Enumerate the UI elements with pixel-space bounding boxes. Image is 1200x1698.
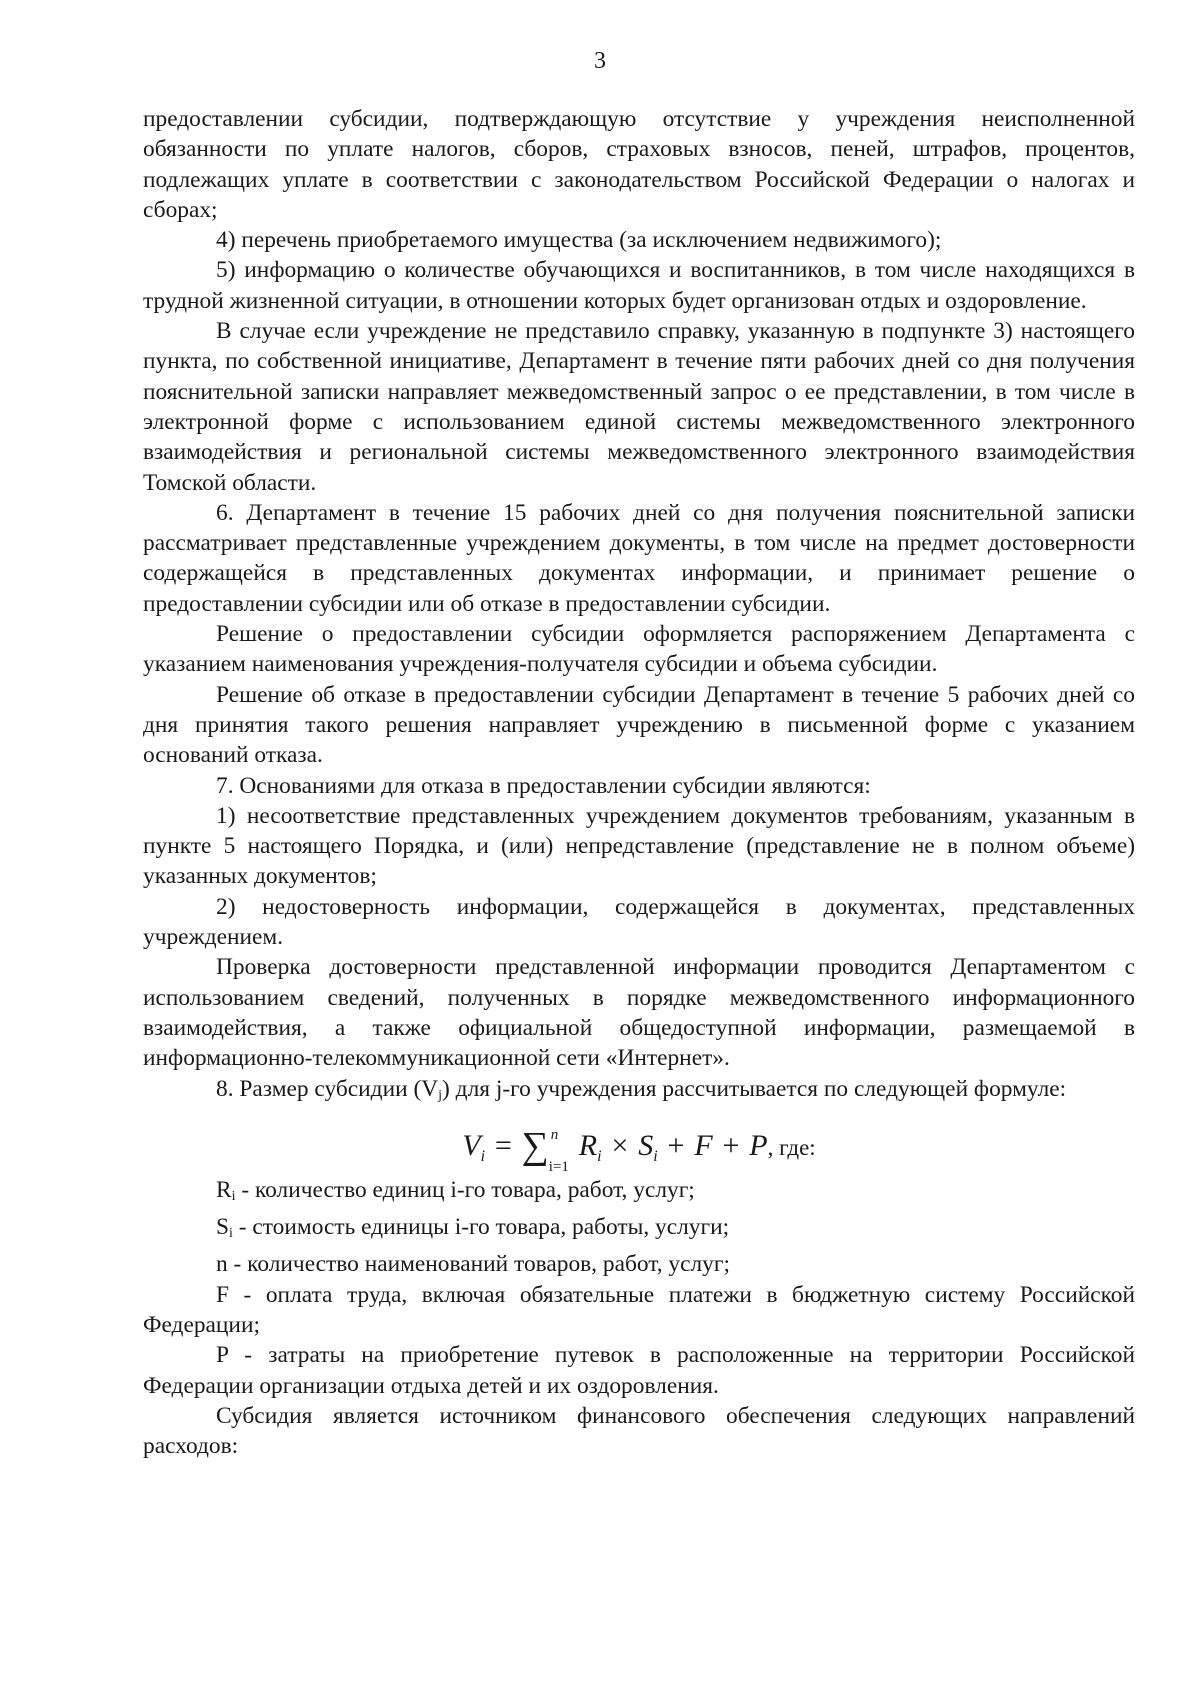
formula-times: × [611,1128,629,1162]
formula-sum-upper: n [550,1127,559,1144]
formula-s: S [638,1128,654,1162]
definition-s-text: - стоимость единицы i-го товара, работы, услуги; [232,1214,730,1241]
clause-8-suffix: ) для j-го учреждения рассчитывается по следующей формуле: [442,1075,1067,1102]
paragraph-interagency-request: В случае если учреждение не представило справку, указанную в подпункте 3) настоящего пункта, по собственной инициативе, Департамент в течение пяти рабочих дней со дня получения пояснительной записки направляет межведомственный запрос о ее представлении, в том числе в электронной форме с использованием единой системы межведомственного электронного взаимодействия и региональной системы межведомственного электронного взаимодействия Томской области. [143,318,1135,496]
paragraph-continuation: предоставлении субсидии, подтверждающую отсутствие у учреждения неисполненной обязанности по уплате налогов, сборов, страховых взносов, пеней, штрафов, процентов, подлежащих уплате в соответствии с законодательством Российской Федерации о налогах и сборах; [143,106,1135,223]
paragraph-expense-directions: Субсидия является источником финансового обеспечения следующих направлений расходов: [143,1402,1135,1460]
clause-8-prefix: 8. Размер субсидии (V [216,1075,439,1102]
formula-plus-2: + [722,1128,740,1162]
definition-f: F - оплата труда, включая обязательные платежи в бюджетную систему Российской Федерации; [143,1281,1135,1338]
formula-lhs-sub: i [480,1147,486,1165]
paragraph-decision-grant: Решение о предоставлении субсидии оформляется распоряжением Департамента с указанием наименования учреждения-получателя субсидии и объема субсидии. [143,621,1135,678]
formula-f: F [694,1128,713,1162]
formula-r: R [578,1128,598,1162]
paragraph-decision-refusal: Решение об отказе в предоставлении субсидии Департамент в течение 5 рабочих дней со дня принятия такого решения направляет учреждению в письменной форме с указанием оснований отказа. [143,681,1135,769]
definition-r-text: - количество единиц i-го товара, работ, услуг; [235,1176,695,1203]
formula-lhs: V [462,1128,481,1162]
paragraph-clause-8 [143,1074,1135,1111]
definition-r [143,1175,1135,1212]
subsidy-formula [143,1118,1135,1176]
paragraph-verification: Проверка достоверности представленной информации проводится Департаментом с использованием сведений, полученных в порядке межведомственного информационного взаимодействия, а также официальной общедоступной информации, размещаемой в информационно-телекоммуникационной сети «Интернет». [143,954,1135,1072]
definition-s [143,1212,1135,1249]
paragraph-refusal-ground-2: 2) недостоверность информации, содержащейся в документах, представленных учреждением. [143,893,1135,951]
paragraph-item-5: 5) информацию о количестве обучающихся и воспитанников, в том числе находящихся в трудной жизненной ситуации, в отношении которых будет организован отдых и оздоровление. [143,257,1135,314]
formula-sum-symbol: ∑ [521,1124,549,1167]
clause-8-subscript: j [438,1087,443,1103]
definition-n: n - количество наименований товаров, работ, услуг; [216,1251,730,1278]
formula-plus-1: + [667,1128,685,1162]
page-number: 3 [594,48,606,74]
definition-r-symbol: R [216,1176,232,1203]
paragraph-refusal-ground-1: 1) несоответствие представленных учреждением документов требованиям, указанным в пункте 5 настоящего Порядка, и (или) непредставление (представление не в полном объеме) указанных документов; [143,802,1135,890]
definition-s-sub: i [229,1226,233,1242]
formula-r-sub: i [597,1147,602,1165]
formula-s-sub: i [653,1147,658,1165]
formula-tail: , где: [767,1134,816,1160]
definition-r-sub: i [231,1188,236,1204]
formula-equals: = [494,1128,512,1162]
paragraph-item-4: 4) перечень приобретаемого имущества (за исключением недвижимого); [216,227,942,254]
definition-s-symbol: S [216,1214,230,1241]
paragraph-clause-7: 7. Основаниями для отказа в предоставлении субсидии являются: [216,772,871,799]
formula-sum-lower: i=1 [548,1159,569,1176]
formula-p: P [749,1128,768,1162]
definition-p: P - затраты на приобретение путевок в расположенные на территории Российской Федерации организации отдыха детей и их оздоровления. [143,1342,1135,1399]
paragraph-clause-6: 6. Департамент в течение 15 рабочих дней со дня получения пояснительной записки рассматривает представленные учреждением документы, в том числе на предмет достоверности содержащейся в представленных документах информации, и принимает решение о предоставлении субсидии или об отказе в предоставлении субсидии. [143,499,1135,617]
document-body [143,104,1135,1461]
formula-sum-limits [548,1127,579,1176]
